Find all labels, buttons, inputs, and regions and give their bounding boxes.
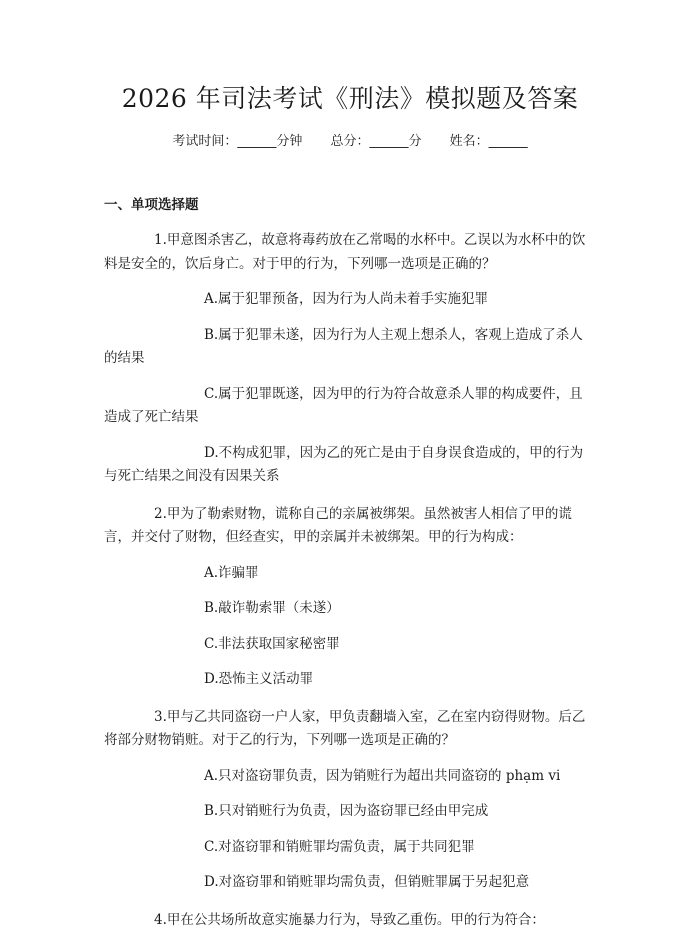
question-2-option-d <box>104 668 596 692</box>
option-letter: C. <box>154 633 218 657</box>
question-number: 2. <box>129 503 167 527</box>
question-number: 1. <box>129 229 167 253</box>
option-letter: D. <box>154 871 219 895</box>
question-1-option-c <box>104 383 596 430</box>
option-text: 恐怖主义活动罪 <box>219 671 314 687</box>
option-text: 只对盗窃罪负责，因为销赃行为超出共同盗窃的 phạm vi <box>218 768 560 784</box>
question-text: 甲在公共场所故意实施暴力行为，导致乙重伤。甲的行为符合： <box>167 912 545 928</box>
question-1 <box>104 229 596 276</box>
option-letter: B. <box>154 597 218 621</box>
option-letter: A. <box>154 765 218 789</box>
question-2-option-a <box>104 562 596 586</box>
option-letter: B. <box>154 324 218 348</box>
question-text: 甲与乙共同盗窃一户人家，甲负责翻墙入室，乙在室内窃得财物。后乙将部分财物销赃。对于乙的行为，下列哪一选项是正确的？ <box>104 709 585 749</box>
question-3-option-c <box>104 836 596 860</box>
question-1-option-a <box>104 288 596 312</box>
total-score-field: 总分：______分 <box>330 134 421 149</box>
question-text: 甲意图杀害乙，故意将毒药放在乙常喝的水杯中。乙误以为水杯中的饮料是安全的，饮后身亡。对于甲的行为，下列哪一选项是正确的？ <box>104 232 585 272</box>
option-text: 诈骗罪 <box>218 565 259 581</box>
option-text: 非法获取国家秘密罪 <box>218 636 340 652</box>
option-letter: A. <box>154 562 218 586</box>
name-field: 姓名：______ <box>450 134 528 149</box>
option-text: 对盗窃罪和销赃罪均需负责，但销赃罪属于另起犯意 <box>219 874 530 890</box>
question-number: 4. <box>129 909 167 932</box>
question-2 <box>104 503 596 550</box>
section-heading: 一、单项选择题 <box>104 195 596 215</box>
question-2-option-b <box>104 597 596 621</box>
exam-time-field: 考试时间：______分钟 <box>172 134 302 149</box>
option-letter: C. <box>154 383 218 407</box>
exam-info-line <box>104 131 596 153</box>
option-letter: B. <box>154 800 218 824</box>
option-text: 属于犯罪未遂，因为行为人主观上想杀人，客观上造成了杀人的结果 <box>104 327 583 367</box>
question-1-option-b <box>104 324 596 371</box>
option-text: 属于犯罪既遂，因为甲的行为符合故意杀人罪的构成要件，且造成了死亡结果 <box>104 386 583 426</box>
question-text: 甲为了勒索财物，谎称自己的亲属被绑架。虽然被害人相信了甲的谎言，并交付了财物，但经查实，甲的亲属并未被绑架。甲的行为构成： <box>104 506 572 546</box>
question-3-option-d <box>104 871 596 895</box>
option-text: 不构成犯罪，因为乙的死亡是由于自身误食造成的，甲的行为与死亡结果之间没有因果关系 <box>104 445 583 485</box>
option-text: 只对销赃行为负责，因为盗窃罪已经由甲完成 <box>218 803 488 819</box>
option-letter: D. <box>154 668 219 692</box>
question-3-option-a <box>104 765 596 789</box>
option-text: 对盗窃罪和销赃罪均需负责，属于共同犯罪 <box>218 839 475 855</box>
question-4 <box>104 909 596 932</box>
option-letter: D. <box>154 442 219 466</box>
option-text: 属于犯罪预备，因为行为人尚未着手实施犯罪 <box>218 291 488 307</box>
option-letter: C. <box>154 836 218 860</box>
question-1-option-d <box>104 442 596 489</box>
question-3-option-b <box>104 800 596 824</box>
question-number: 3. <box>129 706 167 730</box>
option-letter: A. <box>154 288 218 312</box>
question-2-option-c <box>104 633 596 657</box>
option-text: 敲诈勒索罪（未遂） <box>218 600 340 616</box>
question-3 <box>104 706 596 753</box>
page-title: 2026 年司法考试《刑法》模拟题及答案 <box>104 0 596 118</box>
